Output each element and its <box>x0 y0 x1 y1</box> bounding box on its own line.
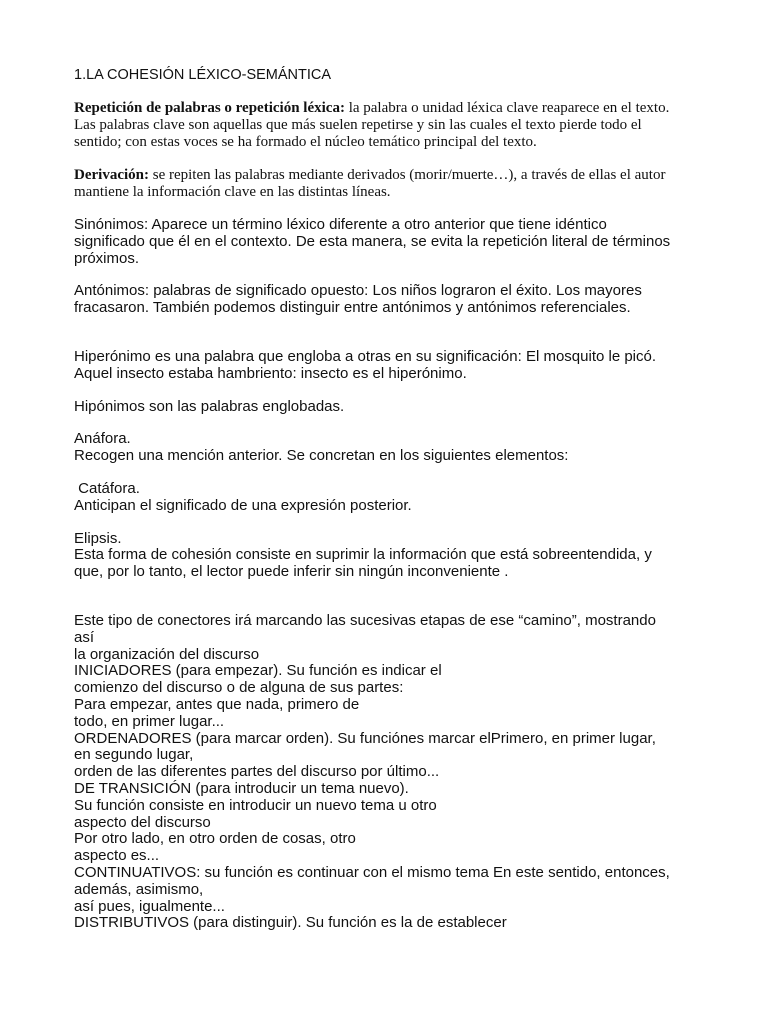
paragraph-line: mantiene la información clave en las distintas líneas. <box>74 184 391 200</box>
paragraph-elipsis <box>74 531 706 581</box>
paragraph-line: Antónimos: palabras de significado opuesto: Los niños lograron el éxito. Los mayores <box>74 282 642 300</box>
paragraph-line: la organización del discurso <box>74 645 260 663</box>
paragraph-line: que, por lo tanto, el lector puede inferir sin ningún inconveniente . <box>74 563 509 581</box>
paragraph-anafora <box>74 431 706 465</box>
paragraph-line: así pues, igualmente... <box>74 897 225 915</box>
paragraph-line: Sinónimos: Aparece un término léxico diferente a otro anterior que tiene idéntico <box>74 216 607 233</box>
paragraph-line: comienzo del discurso o de alguna de sus partes: <box>74 679 404 697</box>
paragraph-line: Su función consiste en introducir un nuevo tema u otro <box>74 796 437 814</box>
paragraph-catafora <box>74 481 706 515</box>
paragraph-line: Por otro lado, en otro orden de cosas, otro <box>74 830 356 848</box>
paragraph-repeticion <box>74 100 706 151</box>
term-derivacion: Derivación: <box>74 167 149 183</box>
paragraph-line: DISTRIBUTIVOS (para distinguir). Su función es la de establecer <box>74 914 507 932</box>
paragraph-line: Catáfora. <box>74 479 140 497</box>
paragraph-derivacion <box>74 167 706 201</box>
term-repeticion: Repetición de palabras o repetición léxica: <box>74 100 345 116</box>
paragraph-line: Anticipan el significado de una expresión posterior. <box>74 496 412 514</box>
paragraph-antonimos <box>74 283 706 317</box>
paragraph-line: todo, en primer lugar... <box>74 712 225 730</box>
paragraph-line: Para empezar, antes que nada, primero de <box>74 695 360 713</box>
paragraph-line: Recogen una mención anterior. Se concretan en los siguientes elementos: <box>74 447 569 465</box>
paragraph-sinonimos <box>74 217 706 267</box>
paragraph-line: Anáfora. <box>74 430 131 448</box>
paragraph-line: aspecto del discurso <box>74 813 211 831</box>
document-page <box>74 66 706 932</box>
paragraph-line: INICIADORES (para empezar). Su función es indicar el <box>74 662 442 680</box>
paragraph-line: así <box>74 628 95 646</box>
document-title: 1.LA COHESIÓN LÉXICO-SEMÁNTICA <box>74 67 332 83</box>
paragraph-conectores <box>74 613 706 932</box>
paragraph-line: sentido; con estas voces se ha formado el núcleo temático principal del texto. <box>74 134 537 150</box>
paragraph-line: en segundo lugar, <box>74 746 194 764</box>
paragraph-line: orden de las diferentes partes del discurso por último... <box>74 763 440 781</box>
paragraph-line: Derivación: se repiten las palabras mediante derivados (morir/muerte…), a través de ellas el autor <box>74 167 666 183</box>
paragraph-hiperonimo <box>74 349 706 383</box>
paragraph-line: Hiperónimo es una palabra que engloba a otras en su significación: El mosquito le picó. <box>74 347 657 365</box>
paragraph-line: Aquel insecto estaba hambriento: insecto es el hiperónimo. <box>74 364 467 382</box>
paragraph-line: próximos. <box>74 249 140 267</box>
paragraph-line: Repetición de palabras o repetición léxica: la palabra o unidad léxica clave reaparece en el texto. <box>74 100 670 116</box>
paragraph-line: Esta forma de cohesión consiste en suprimir la información que está sobreentendida, y <box>74 546 652 564</box>
paragraph-line: Las palabras clave son aquellas que más suelen repetirse y sin las cuales el texto pierde todo el <box>74 117 642 133</box>
paragraph-line: ORDENADORES (para marcar orden). Su funciónes marcar elPrimero, en primer lugar, <box>74 729 656 747</box>
paragraph-line: significado que él en el contexto. De esta manera, se evita la repetición literal de términos <box>74 232 671 250</box>
paragraph-line: CONTINUATIVOS: su función es continuar con el mismo tema En este sentido, entonces, <box>74 863 670 881</box>
paragraph-line: Este tipo de conectores irá marcando las sucesivas etapas de ese “camino”, mostrando <box>74 611 656 629</box>
paragraph-line: aspecto es... <box>74 847 160 865</box>
paragraph-line: fracasaron. También podemos distinguir entre antónimos y antónimos referenciales. <box>74 299 631 317</box>
paragraph-line: DE TRANSICIÓN (para introducir un tema nuevo). <box>74 779 409 797</box>
paragraph-line: Hipónimos son las palabras englobadas. <box>74 397 345 415</box>
paragraph-hiponimos <box>74 399 706 416</box>
paragraph-line: además, asimismo, <box>74 880 204 898</box>
paragraph-line: Elipsis. <box>74 529 122 547</box>
